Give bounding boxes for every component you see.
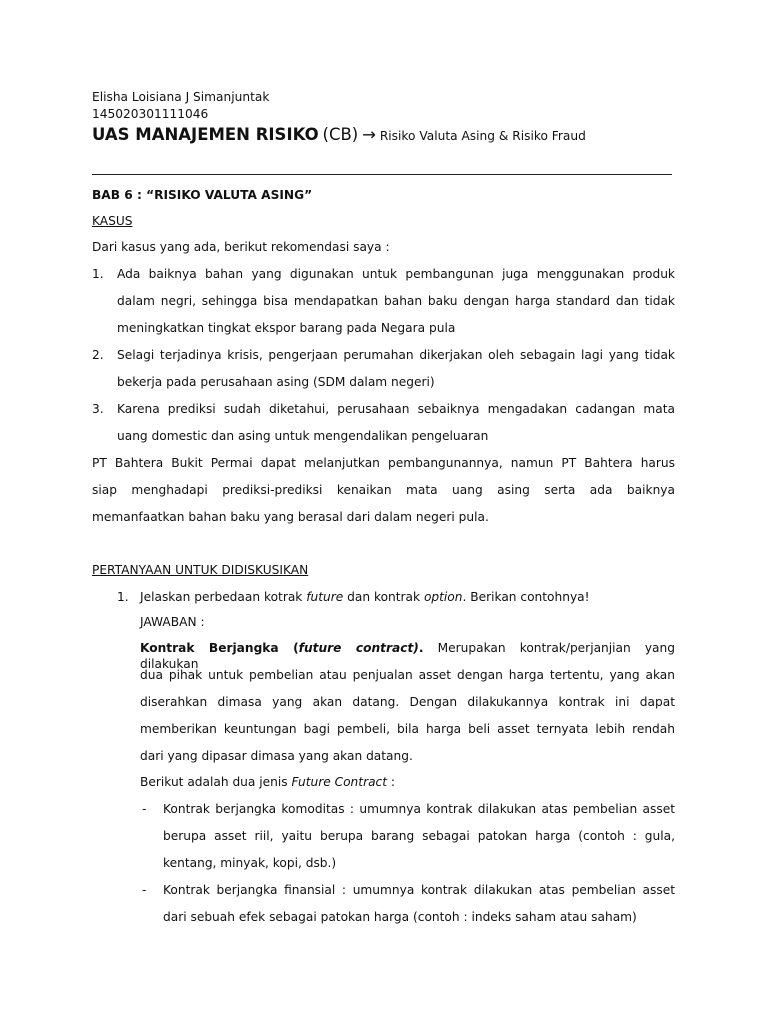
case-intro: Dari kasus yang ada, berikut rekomendasi saya : [92,240,390,254]
types-intro-part: : [387,775,396,789]
bullet-dash: - [142,802,147,816]
list-item: Karena prediksi sudah diketahui, perusahaan sebaiknya mengadakan cadangan mata [117,402,675,416]
list-item: dalam negri, sehingga bisa mendapatkan bahan baku dengan harga standard dan tidak [117,294,675,308]
list-item: bekerja pada perusahaan asing (SDM dalam negeri) [117,375,435,389]
question-text [140,589,590,605]
bullet-item: Kontrak berjangka komoditas : umumnya kontrak dilakukan atas pembelian asset [163,802,675,816]
question-part: dan kontrak [343,590,424,604]
list-number: 2. [92,348,104,362]
list-number: 3. [92,402,104,416]
bullet-dash: - [142,883,147,897]
title-topic: Risiko Valuta Asing & Risiko Fraud [379,129,586,143]
list-item: Selagi terjadinya krisis, pengerjaan perumahan dikerjakan oleh sebagain lagi yang tidak [117,348,675,362]
answer-label: JAWABAN : [140,615,205,629]
definition-term-end: . [418,641,424,655]
definition-line: dari yang dipasar dimasa yang akan datang. [140,749,413,763]
title-main: UAS MANAJEMEN RISIKO [92,125,319,144]
question-term-option: option [423,590,463,604]
bullet-item: kentang, minyak, kopi, dsb.) [163,856,337,870]
discussion-heading: PERTANYAAN UNTUK DIDISKUSIKAN [92,563,309,577]
bullet-item: Kontrak berjangka finansial : umumnya kontrak dilakukan atas pembelian asset [163,883,675,897]
question-number: 1. [117,590,129,604]
case-label: KASUS [92,214,133,228]
list-number: 1. [92,267,104,281]
question-part: Jelaskan perbedaan kotrak [140,590,307,604]
question-term-future: future [306,590,344,604]
list-item: meningkatkan tingkat ekspor barang pada Negara pula [117,321,456,335]
types-intro-term: Future Contract [291,775,388,789]
document-title [92,125,586,146]
types-intro [140,774,395,790]
conclusion-line: memanfaatkan bahan baku yang berasal dari dalam negeri pula. [92,510,489,524]
definition-line: dua pihak untuk pembelian atau penjualan asset dengan harga tertentu, yang akan [140,668,675,682]
definition-term-italic: future contract) [298,641,419,655]
conclusion-line: PT Bahtera Bukit Permai dapat melanjutkan pembangunannya, namun PT Bahtera harus [92,456,675,470]
conclusion-line: siap menghadapi prediksi-prediksi kenaikan mata uang asing serta ada baiknya [92,483,675,497]
list-item: Ada baiknya bahan yang digunakan untuk pembangunan juga menggunakan produk [117,267,675,281]
definition-line: diserahkan dimasa yang akan datang. Dengan dilakukannya kontrak ini dapat [140,695,675,709]
chapter-heading: BAB 6 : “RISIKO VALUTA ASING” [92,188,313,202]
list-item: uang domestic dan asing untuk mengendalikan pengeluaran [117,429,489,443]
arrow-icon: → [362,125,376,144]
horizontal-rule [92,174,672,175]
title-paren: (CB) [322,125,359,144]
definition-term: Kontrak Berjangka ( [140,641,299,655]
definition-line: memberikan keuntungan bagi pembeli, bila harga beli asset ternyata lebih rendah [140,722,675,736]
types-intro-part: Berikut adalah dua jenis [140,775,292,789]
student-id: 145020301111046 [92,107,209,121]
bullet-item: dari sebuah efek sebagai patokan harga (contoh : indeks saham atau saham) [163,910,637,924]
definition-rest: Merupakan kontrak/perjanjian yang dilakukan [140,641,675,671]
author-name: Elisha Loisiana J Simanjuntak [92,90,270,104]
bullet-item: berupa asset riil, yaitu berupa barang sebagai patokan harga (contoh : gula, [163,829,675,843]
question-part: . Berikan contohnya! [462,590,590,604]
